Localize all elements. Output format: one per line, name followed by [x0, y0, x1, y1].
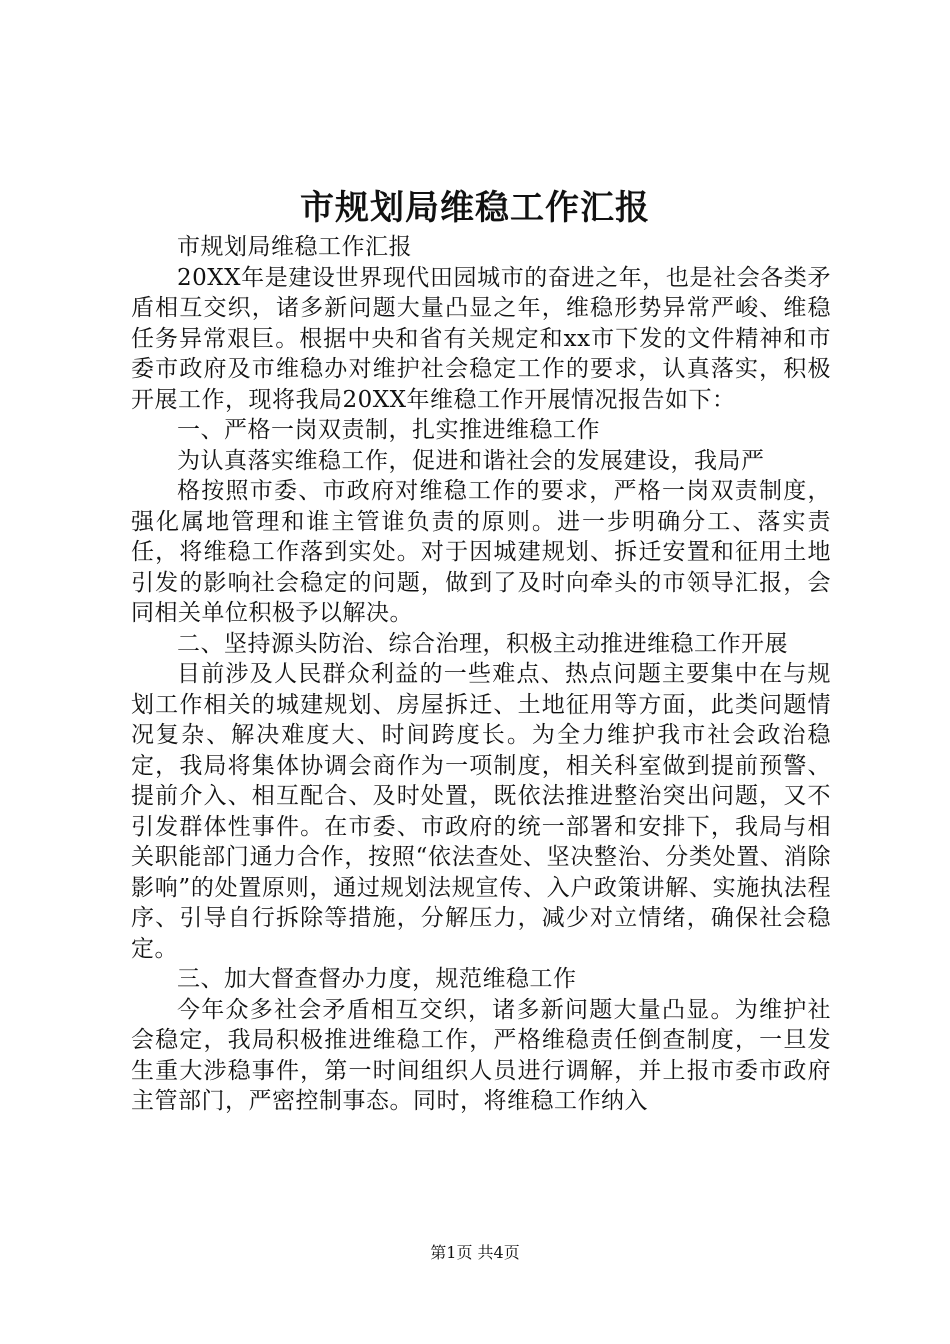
- paragraph-section3-body: 今年众多社会矛盾相互交织，诸多新问题大量凸显。为维护社会稳定，我局积极推进维稳工作，严格维稳责任倒查制度，一旦发生重大涉稳事件，第一时间组织人员进行调解，并上报市委市政府主管部门，严密控制事态。同时，将维稳工作纳入: [131, 996, 831, 1114]
- paragraph-section2-body: 目前涉及人民群众利益的一些难点、热点问题主要集中在与规划工作相关的城建规划、房屋拆迁、土地征用等方面，此类问题情况复杂、解决难度大、时间跨度长。为全力维护我市社会政治稳定，我局将集体协调会商作为一项制度，相关科室做到提前预警、提前介入、相互配合、及时处置，既依法推进整治突出问题，又不引发群体性事件。在市委、市政府的统一部署和安排下，我局与相关职能部门通力合作，按照“依法查处、坚决整治、分类处置、消除影响”的处置原则，通过规划法规宣传、入户政策讲解、实施执法程序、引导自行拆除等措施，分解压力，减少对立情绪，确保社会稳定。: [131, 661, 831, 962]
- paragraph-section1-body: 格按照市委、市政府对维稳工作的要求，严格一岗双责制度，强化属地管理和谁主管谁负责的原则。进一步明确分工、落实责任，将维稳工作落到实处。对于因城建规划、拆迁安置和征用土地引发的影响社会稳定的问题，做到了及时向牵头的市领导汇报，会同相关单位积极予以解决。: [131, 478, 831, 626]
- paragraph-section1-line1: 为认真落实维稳工作，促进和谐社会的发展建设，我局严: [177, 447, 765, 474]
- document-body: [131, 232, 831, 1117]
- section-heading-1: 一、严格一岗双责制，扎实推进维稳工作: [177, 417, 600, 443]
- paragraph-heading-repeat: 市规划局维稳工作汇报: [177, 234, 412, 260]
- paragraph-intro: 20XX年是建设世界现代田园城市的奋进之年，也是社会各类矛盾相互交织，诸多新问题大量凸显之年，维稳形势异常严峻、维稳任务异常艰巨。根据中央和省有关规定和xx市下发的文件精神和市委市政府及市维稳办对维护社会稳定工作的要求，认真落实，积极开展工作，现将我局20XX年维稳工作开展情况报告如下：: [131, 264, 831, 413]
- document-title: 市规划局维稳工作汇报: [300, 188, 650, 228]
- section-heading-2: 二、坚持源头防治、综合治理，积极主动推进维稳工作开展: [177, 630, 788, 657]
- page-footer: 第1页 共4页: [430, 1243, 520, 1262]
- section-heading-3: 三、加大督查督办力度，规范维稳工作: [177, 966, 577, 992]
